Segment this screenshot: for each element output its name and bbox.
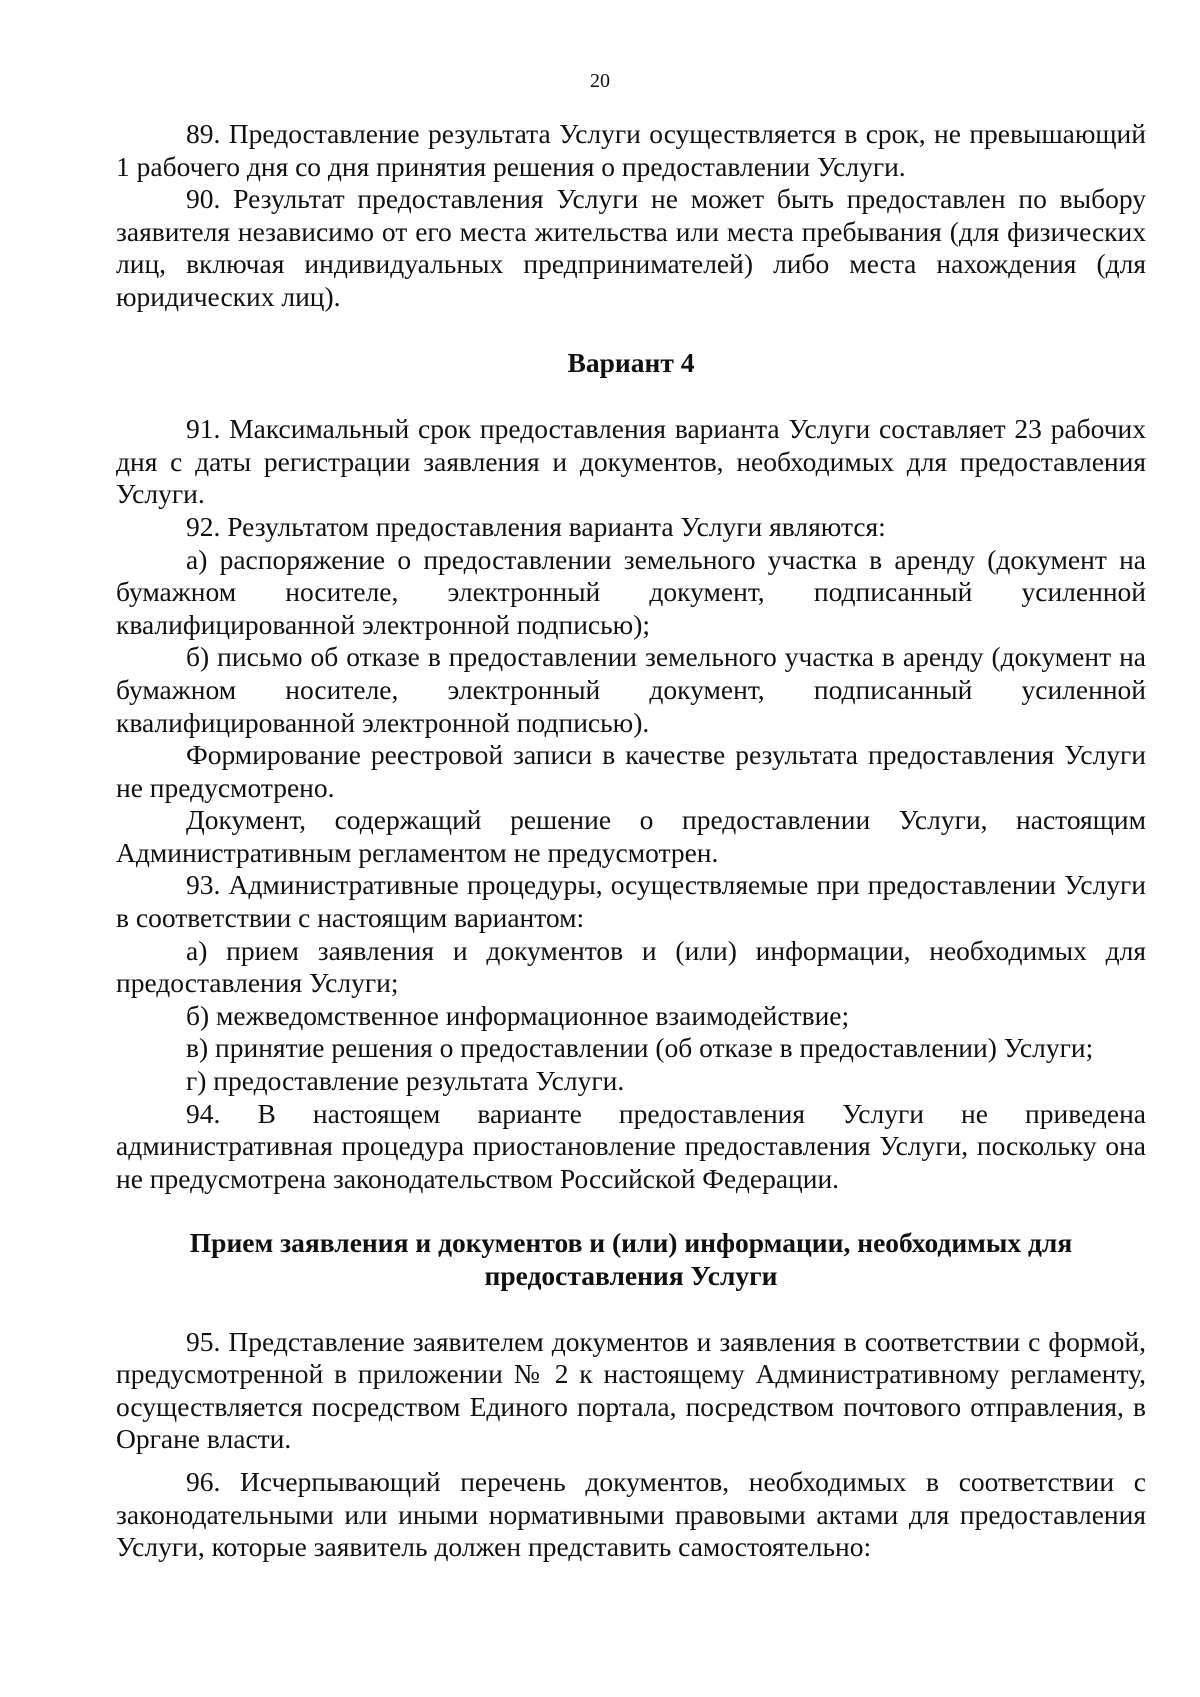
paragraph-registry-record: Формирование реестровой записи в качестве результата предоставления Услуги не предусмотрено. — [116, 739, 1146, 803]
paragraph-93-b: б) межведомственное информационное взаимодействие; — [186, 999, 850, 1031]
paragraph-96: 96. Исчерпывающий перечень документов, необходимых в соответствии с законодательными или иными нормативными правовыми актами для предоставления Услуги, которые заявитель должен представить самостоятельно: — [116, 1465, 1146, 1563]
paragraph-92: 92. Результатом предоставления варианта Услуги являются: — [186, 510, 886, 542]
document-body — [116, 118, 1146, 1564]
paragraph-91: 91. Максимальный срок предоставления варианта Услуги составляет 23 рабочих дня с даты регистрации заявления и документов, необходимых для предоставления Услуги. — [116, 413, 1146, 510]
paragraph-decision-document: Документ, содержащий решение о предоставлении Услуги, настоящим Административным регламентом не предусмотрен. — [116, 804, 1146, 868]
paragraph-95: 95. Представление заявителем документов и заявления в соответствии с формой, предусмотренной в приложении № 2 к настоящему Административному регламенту, осуществляется посредством Единого портала, посредством почтового отправления, в Органе власти. — [116, 1325, 1146, 1455]
heading-section-application-intake — [116, 1227, 1146, 1292]
heading-variant-4: Вариант 4 — [567, 346, 695, 378]
paragraph-93: 93. Административные процедуры, осуществляемые при предоставлении Услуги в соответствии с настоящим вариантом: — [116, 869, 1146, 934]
paragraph-93-a: а) прием заявления и документов и (или) информации, необходимых для предоставления Услуги; — [116, 934, 1146, 999]
heading-section-line-1: Прием заявления и документов и (или) информации, необходимых для — [189, 1227, 1073, 1259]
paragraph-93-g: г) предоставление результата Услуги. — [186, 1065, 625, 1097]
heading-section-line-2: предоставления Услуги — [484, 1260, 778, 1291]
paragraph-89: 89. Предоставление результата Услуги осуществляется в срок, не превышающий 1 рабочего дня со дня принятия решения о предоставлении Услуги. — [116, 118, 1146, 182]
paragraph-92-a: а) распоряжение о предоставлении земельного участка в аренду (документ на бумажном носителе, электронный документ, подписанный усиленной квалифицированной электронной подписью); — [116, 543, 1146, 640]
paragraph-90: 90. Результат предоставления Услуги не может быть предоставлен по выбору заявителя независимо от его места жительства или места пребывания (для физических лиц, включая индивидуальных предпринимателей) либо места нахождения (для юридических лиц). — [116, 183, 1146, 312]
paragraph-94: 94. В настоящем варианте предоставления Услуги не приведена административная процедура приостановление предоставления Услуги, поскольку она не предусмотрена законодательством Российской Федерации. — [116, 1097, 1146, 1194]
paragraph-92-b: б) письмо об отказе в предоставлении земельного участка в аренду (документ на бумажном носителе, электронный документ, подписанный усиленной квалифицированной электронной подписью). — [116, 641, 1146, 738]
page-number: 20 — [590, 70, 610, 92]
paragraph-93-v: в) принятие решения о предоставлении (об отказе в предоставлении) Услуги; — [186, 1032, 1094, 1064]
